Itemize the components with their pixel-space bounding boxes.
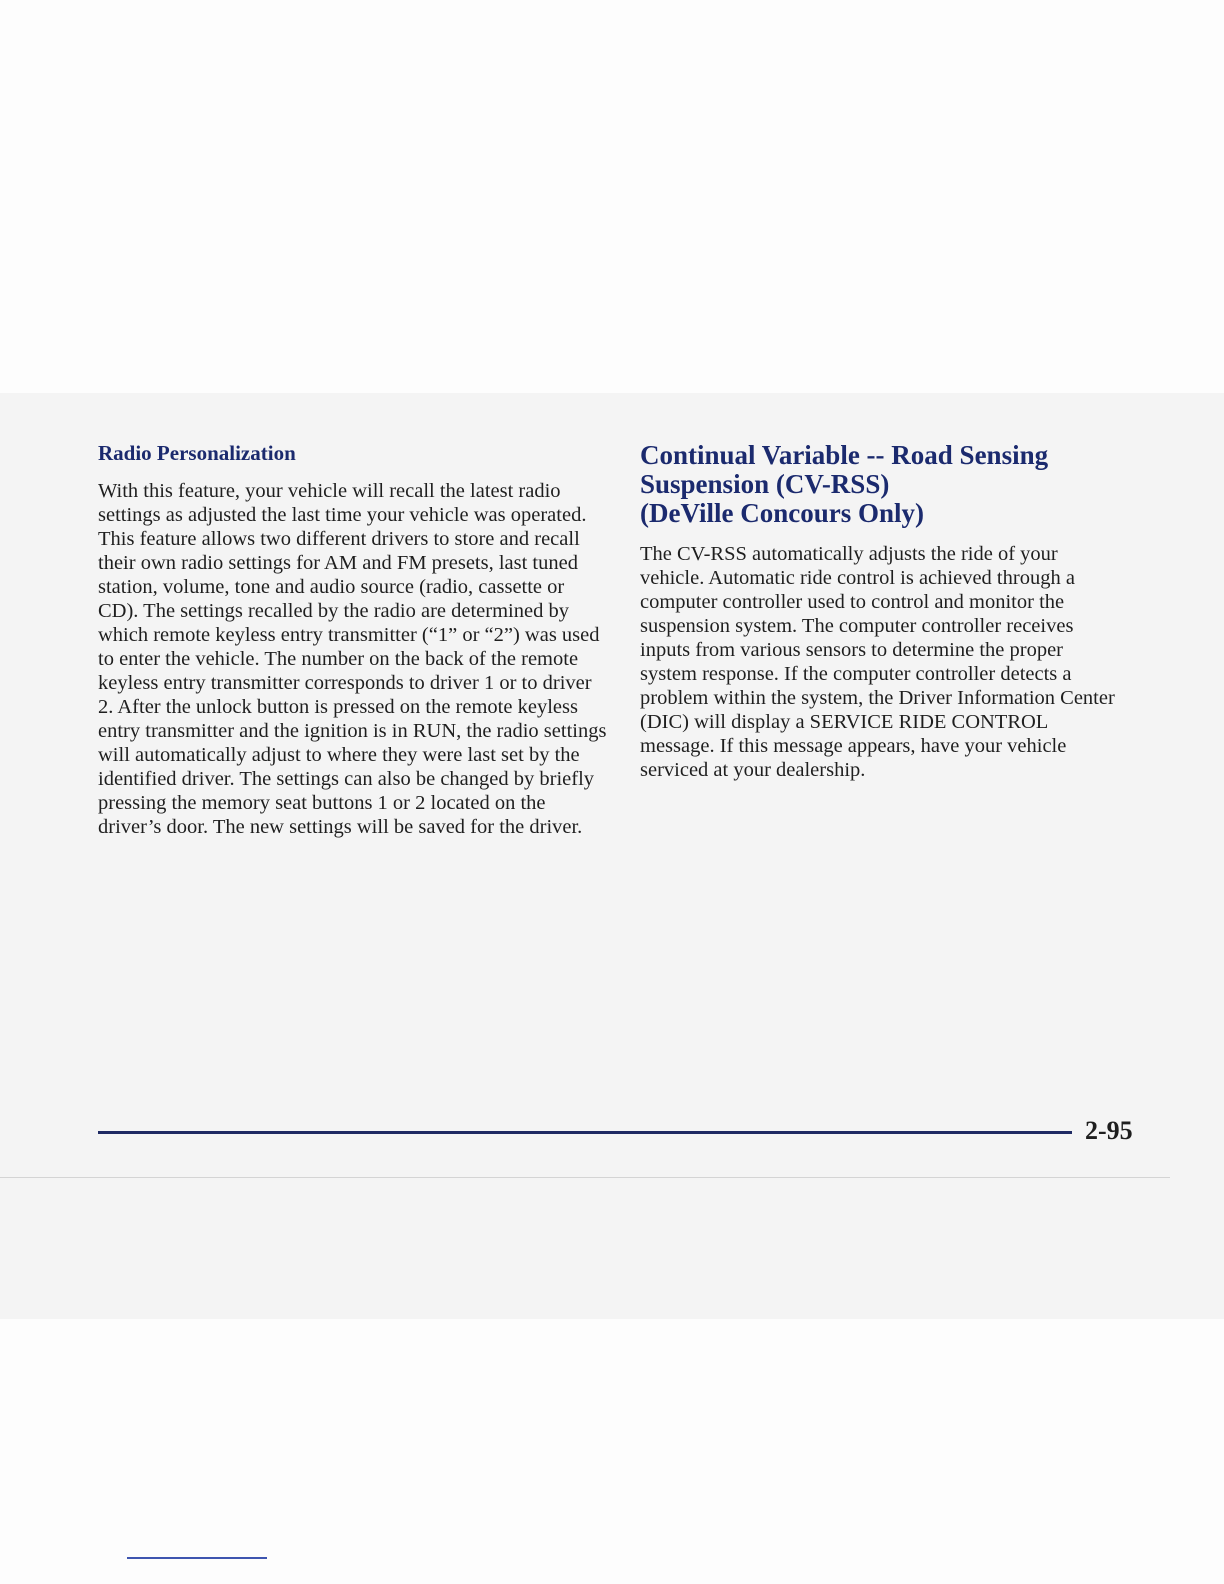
left-column	[98, 441, 608, 839]
page-number: 2-95	[1085, 1116, 1133, 1145]
heading-line: Continual Variable -- Road Sensing	[640, 440, 1049, 470]
section-heading-radio-personalization: Radio Personalization	[98, 441, 296, 465]
scan-artifact-line	[0, 1177, 1170, 1178]
heading-line: (DeVille Concours Only)	[640, 498, 924, 528]
footer-rule	[98, 1131, 1072, 1134]
right-column	[640, 441, 1120, 782]
radio-personalization-paragraph: With this feature, your vehicle will recall the latest radio settings as adjusted the last time your vehicle was operated. This feature allows two different drivers to store and recall their own radio settings for AM and FM presets, last tuned station, volume, tone and audio source (radio, cassette or CD). The settings recalled by the radio are determined by which remote keyless entry transmitter (“1” or “2”) was used to enter the vehicle. The number on the back of the remote keyless entry transmitter corresponds to driver 1 or to driver 2. After the unlock button is pressed on the remote keyless entry transmitter and the ignition is in RUN, the radio settings will automatically adjust to where they were last set by the identified driver. The settings can also be changed by briefly pressing the memory seat buttons 1 or 2 located on the driver’s door. The new settings will be saved for the driver.	[98, 480, 607, 839]
cv-rss-paragraph: The CV-RSS automatically adjusts the ride of your vehicle. Automatic ride control is achieved through a computer controller used to control and monitor the suspension system. The computer controller receives inputs from various sensors to determine the proper system response. If the computer controller detects a problem within the system, the Driver Information Center (DIC) will display a SERVICE RIDE CONTROL message. If this message appears, have your vehicle serviced at your dealership.	[640, 543, 1115, 781]
footer-underline	[127, 1557, 267, 1559]
heading-line: Suspension (CV-RSS)	[640, 469, 890, 499]
section-heading-cv-rss	[640, 441, 1120, 528]
